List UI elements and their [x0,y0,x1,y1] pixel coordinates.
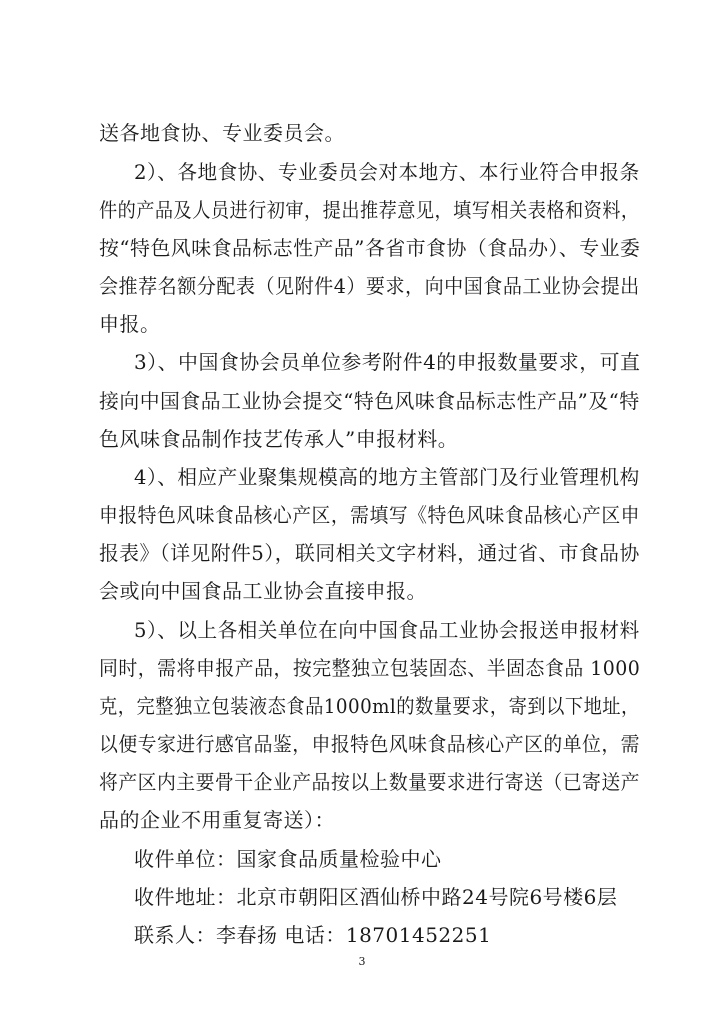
text-line: 按“特色风味食品标志性产品”各省市食协（食品办）、专业委 [99,236,641,260]
text-line: 联系人：李春扬 电话：18701452251 [134,923,492,947]
text-line: 同时，需将申报产品，按完整独立包装固态、半固态食品 1000 [99,656,641,680]
text-line: 品的企业不用重复寄送）： [99,808,335,832]
text-line: 克，完整独立包装液态食品1000ml的数量要求，寄到以下地址， [99,694,640,718]
text-line: 收件地址：北京市朝阳区酒仙桥中路24号院6号楼6层 [134,885,618,909]
text-line: 2）、各地食协、专业委员会对本地方、本行业符合申报条 [134,160,640,184]
text-line: 申报特色风味食品核心产区，需填写《特色风味食品核心产区申 [99,503,640,527]
text-line: 件的产品及人员进行初审，提出推荐意见，填写相关表格和资料， [99,198,640,222]
page-number: 3 [358,955,366,968]
text-line: 接向中国食品工业协会提交“特色风味食品标志性产品”及“特 [99,389,640,413]
text-line: 会推荐名额分配表（见附件4）要求，向中国食品工业协会提出 [99,274,640,298]
text-line: 以便专家进行感官品鉴，申报特色风味食品核心产区的单位，需 [99,732,640,756]
text-line: 色风味食品制作技艺传承人”申报材料。 [99,427,459,451]
text-line: 5）、以上各相关单位在向中国食品工业协会报送申报材料 [134,618,640,642]
text-line: 申报。 [99,312,161,336]
text-line: 4）、相应产业聚集规模高的地方主管部门及行业管理机构 [134,465,640,489]
text-line: 收件单位：国家食品质量检验中心 [134,847,442,871]
text-line: 送各地食协、专业委员会。 [99,121,345,145]
text-line: 报表》（详见附件5），联同相关文字材料，通过省、市食品协 [99,541,640,565]
text-line: 会或向中国食品工业协会直接申报。 [99,579,427,603]
text-line: 3）、中国食协会员单位参考附件4的申报数量要求，可直 [134,350,641,374]
text-line: 将产区内主要骨干企业产品按以上数量要求进行寄送（已寄送产 [99,770,640,794]
